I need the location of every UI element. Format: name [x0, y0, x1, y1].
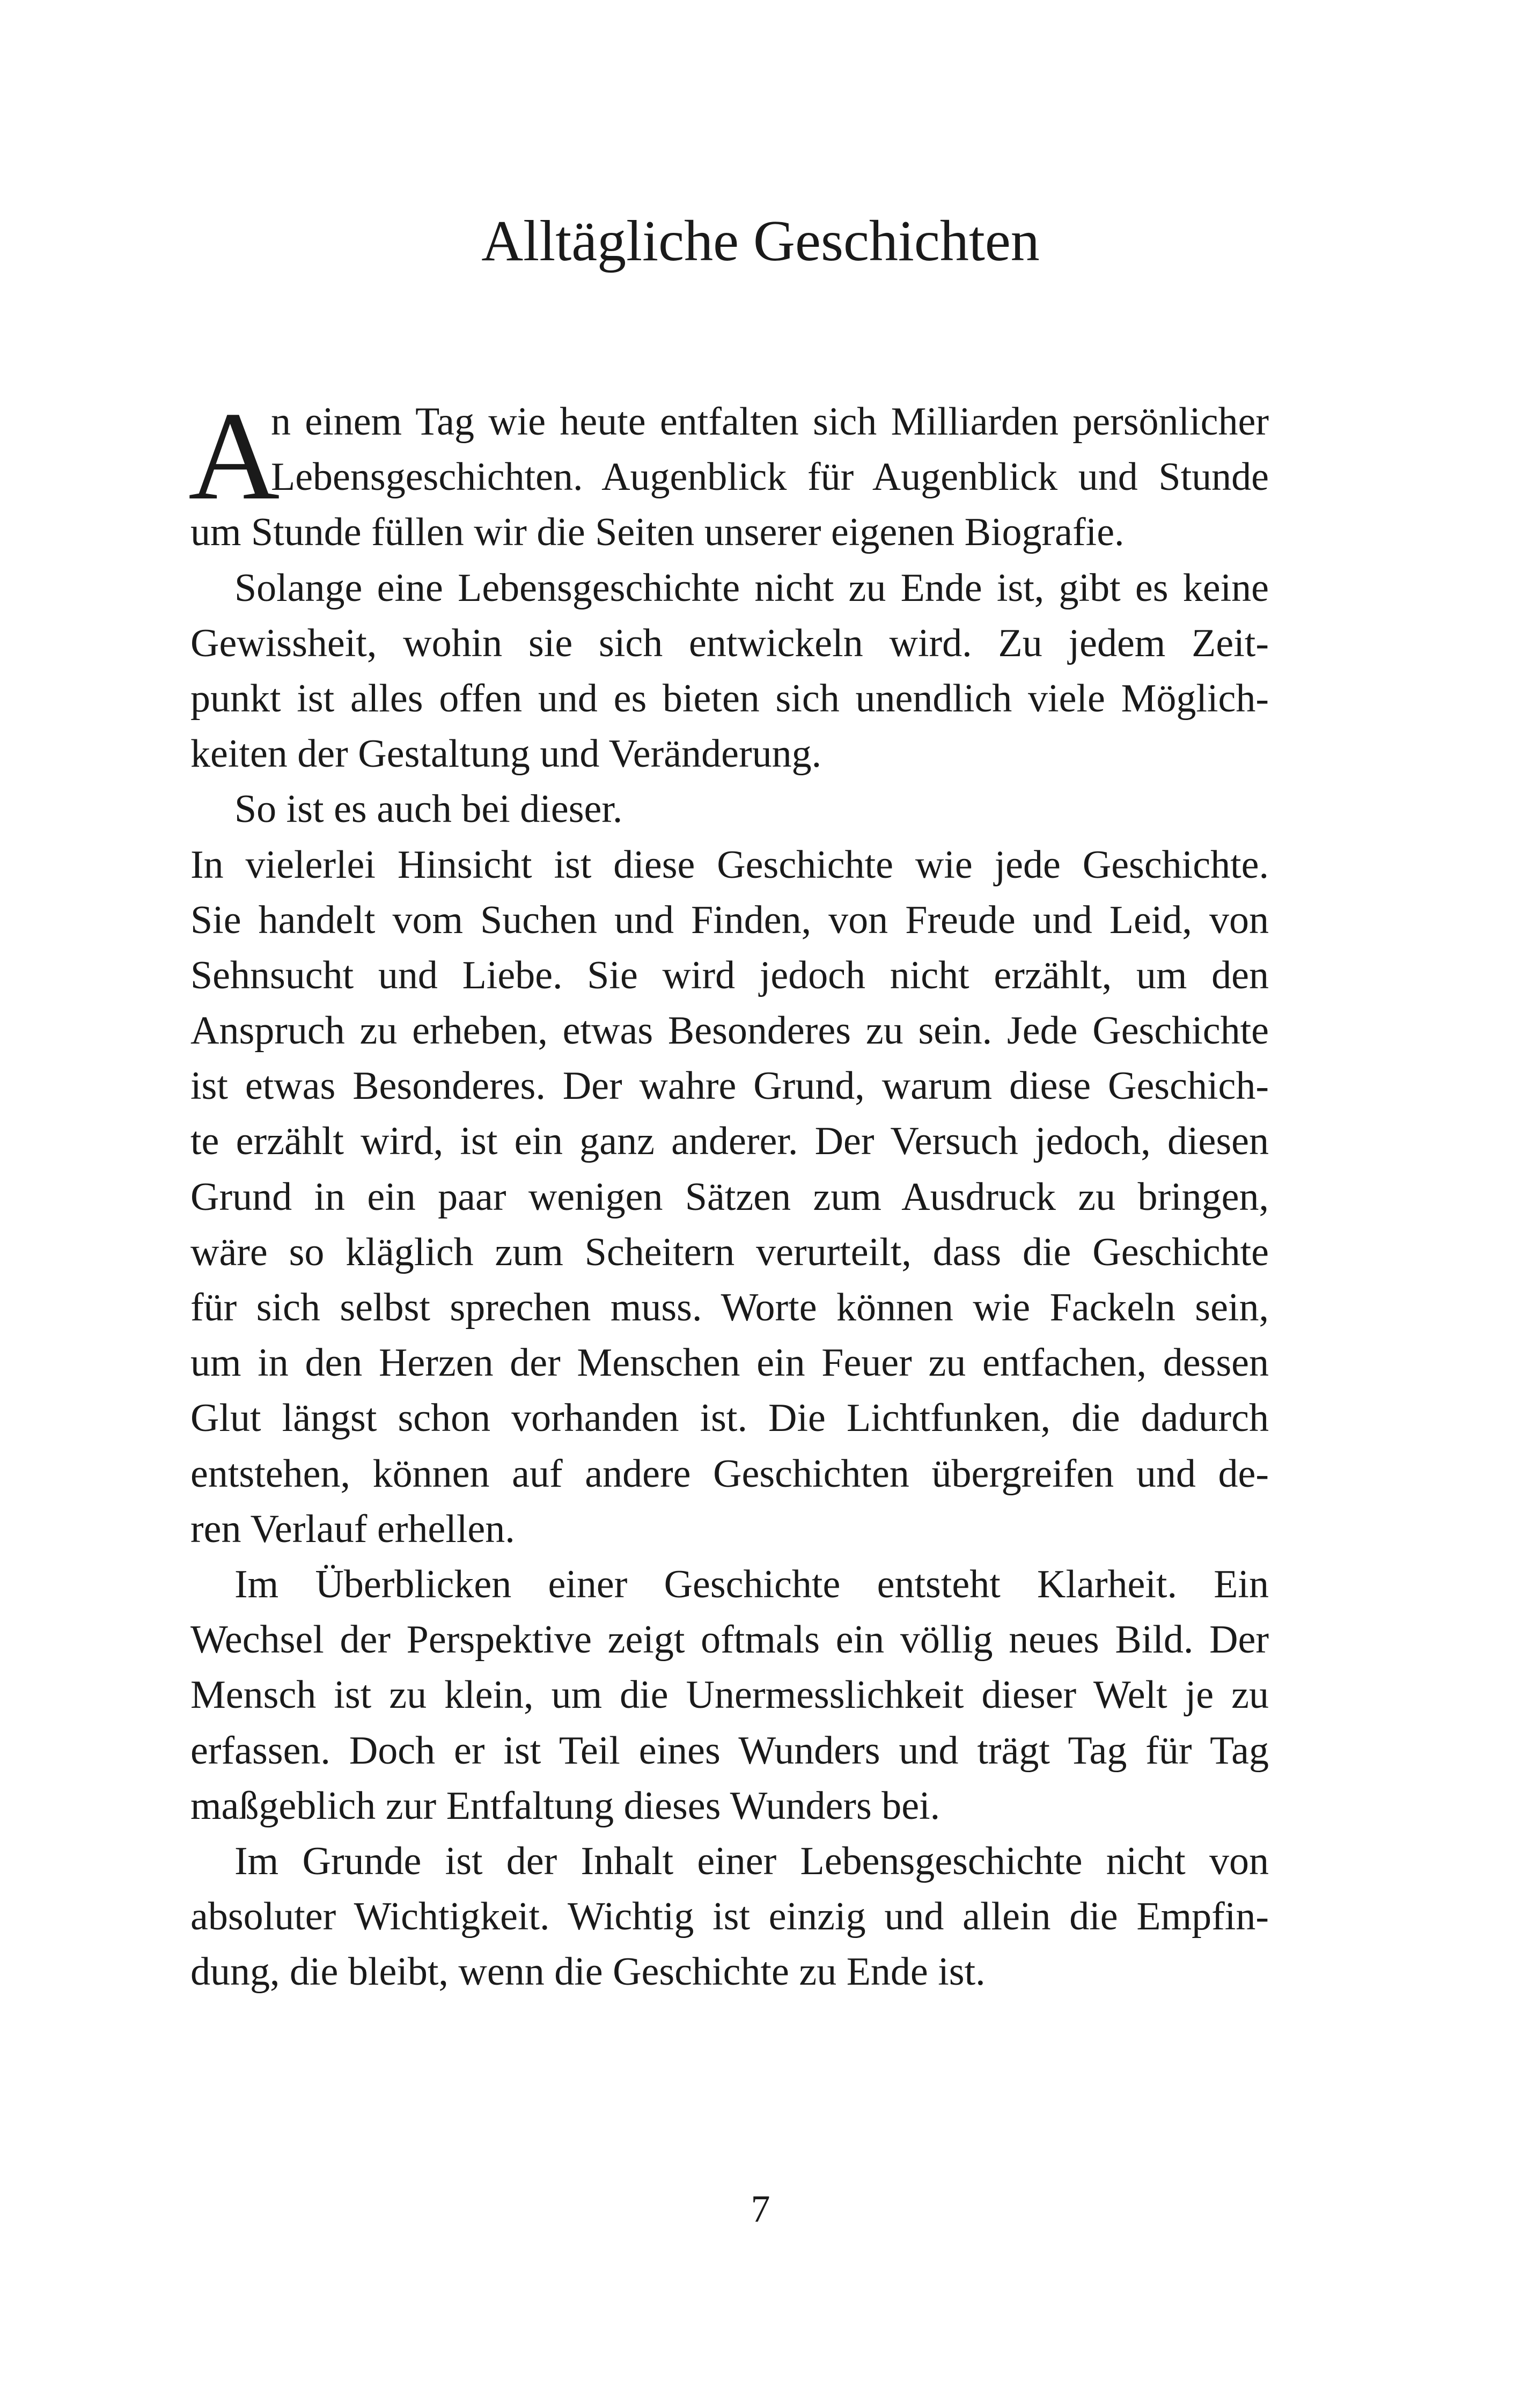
text-line: Sie handelt vom Suchen und Finden, von Freude und Leid, von: [190, 898, 1269, 942]
drop-cap: A: [188, 386, 280, 526]
text-line: Mensch ist zu klein, um die Unermesslichkeit dieser Welt je zu: [190, 1673, 1269, 1717]
text-line: wäre so kläglich zum Scheitern verurteilt, dass die Geschichte: [190, 1230, 1269, 1274]
text-line: Im Überblicken einer Geschichte entsteht Klarheit. Ein: [234, 1562, 1269, 1606]
text-line: In vielerlei Hinsicht ist diese Geschichte wie jede Geschichte.: [190, 842, 1269, 887]
text-line: keiten der Gestaltung und Veränderung.: [190, 732, 822, 776]
page-number: 7: [751, 2187, 770, 2230]
text-line: um Stunde füllen wir die Seiten unserer eigenen Biografie.: [190, 510, 1125, 555]
text-line: dung, die bleibt, wenn die Geschichte zu Ende ist.: [190, 1950, 986, 1994]
text-line: Gewissheit, wohin sie sich entwickeln wird. Zu jedem Zeit-: [190, 621, 1269, 665]
chapter-title: Alltägliche Geschichten: [481, 209, 1040, 273]
text-line: um in den Herzen der Menschen ein Feuer zu entfachen, dessen: [190, 1341, 1269, 1385]
text-line: Grund in ein paar wenigen Sätzen zum Ausdruck zu bringen,: [190, 1174, 1269, 1219]
text-line: entstehen, können auf andere Geschichten übergreifen und de-: [190, 1451, 1269, 1496]
text-line: So ist es auch bei dieser.: [234, 787, 623, 832]
paragraph-5: [190, 1557, 1269, 1834]
text-line: Wechsel der Perspektive zeigt oftmals ein völlig neues Bild. Der: [190, 1618, 1269, 1662]
text-line: ren Verlauf erhellen.: [190, 1507, 515, 1551]
paragraph-4: [190, 838, 1269, 1557]
text-line: Im Grunde ist der Inhalt einer Lebensgeschichte nicht von: [234, 1839, 1269, 1883]
text-line: maßgeblich zur Entfaltung dieses Wunders bei.: [190, 1783, 940, 1828]
text-line: punkt ist alles offen und es bieten sich unendlich viele Möglich-: [190, 676, 1269, 721]
text-line: Glut längst schon vorhanden ist. Die Lichtfunken, die dadurch: [190, 1396, 1269, 1441]
body-text: [188, 386, 1269, 2000]
text-line: für sich selbst sprechen muss. Worte können wie Fackeln sein,: [190, 1286, 1269, 1330]
paragraph-3: [190, 782, 1269, 837]
text-line: Solange eine Lebensgeschichte nicht zu Ende ist, gibt es keine: [234, 566, 1269, 610]
paragraph-6: [190, 1834, 1269, 2000]
text-line: Anspruch zu erheben, etwas Besonderes zu sein. Jede Geschichte: [190, 1009, 1269, 1053]
text-line: Lebensgeschichten. Augenblick für Augenblick und Stunde: [271, 455, 1269, 500]
text-line: absoluter Wichtigkeit. Wichtig ist einzig und allein die Empfin-: [190, 1895, 1269, 1939]
text-line: te erzählt wird, ist ein ganz anderer. Der Versuch jedoch, diesen: [190, 1119, 1269, 1164]
paragraph-2: [190, 561, 1269, 782]
text-line: ist etwas Besonderes. Der wahre Grund, warum diese Geschich-: [190, 1064, 1269, 1108]
text-line: A n einem Tag wie heute entfalten sich Milliarden persönlicher: [188, 386, 1269, 526]
paragraph-1: [188, 386, 1269, 561]
text-line: erfassen. Doch er ist Teil eines Wunders und trägt Tag für Tag: [190, 1728, 1269, 1773]
text-line: Sehnsucht und Liebe. Sie wird jedoch nicht erzählt, um den: [190, 953, 1269, 997]
